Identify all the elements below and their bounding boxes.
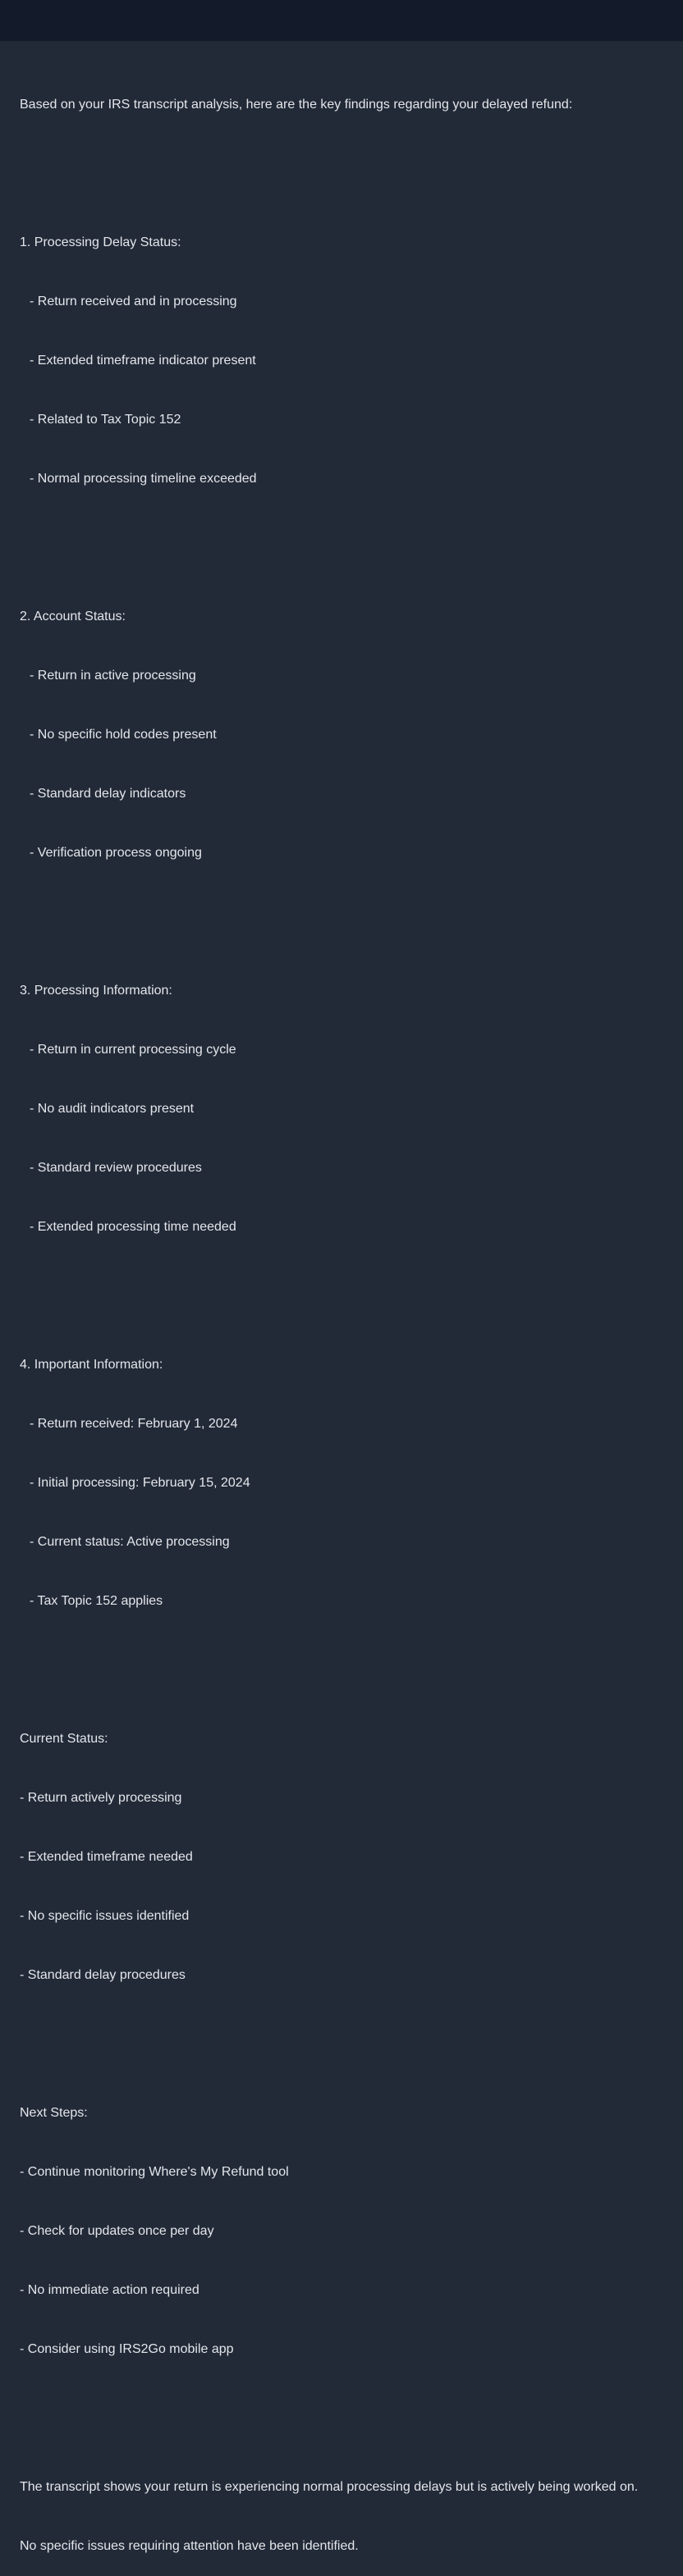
- spacer: [20, 154, 668, 174]
- spacer: [20, 1651, 668, 1670]
- list-item: - Extended timeframe indicator present: [30, 354, 256, 368]
- list-item: - Consider using IRS2Go mobile app: [20, 2342, 234, 2356]
- conclusion-line-1: The transcript shows your return is experiencing normal processing delays but is actively being worked on.: [20, 2480, 639, 2494]
- list-item: - Current status: Active processing: [30, 1535, 230, 1549]
- list-item: - Initial processing: February 15, 2024: [30, 1476, 250, 1490]
- next-steps-heading: Next Steps:: [20, 2106, 88, 2120]
- assistant-message: [20, 56, 668, 2576]
- list-item: - Return in active processing: [30, 669, 196, 683]
- list-item: - Related to Tax Topic 152: [30, 413, 181, 427]
- list-item: - No specific issues identified: [20, 1909, 190, 1923]
- list-item: - Verification process ongoing: [30, 846, 202, 860]
- spacer: [20, 1277, 668, 1296]
- list-item: - Standard review procedures: [30, 1161, 202, 1175]
- spacer: [20, 528, 668, 548]
- list-item: - Return actively processing: [20, 1791, 182, 1805]
- current-status-heading: Current Status:: [20, 1732, 108, 1746]
- top-bar: [0, 0, 683, 41]
- spacer: [20, 2025, 668, 2044]
- list-item: - No audit indicators present: [30, 1102, 195, 1116]
- spacer: [20, 2399, 668, 2418]
- list-item: - No specific hold codes present: [30, 728, 217, 742]
- list-item: - Normal processing timeline exceeded: [30, 472, 257, 486]
- conclusion-line-2: No specific issues requiring attention have been identified.: [20, 2539, 359, 2553]
- list-item: - Check for updates once per day: [20, 2224, 214, 2238]
- list-item: - Extended timeframe needed: [20, 1850, 193, 1864]
- list-item: - Tax Topic 152 applies: [30, 1594, 163, 1608]
- list-item: - Continue monitoring Where's My Refund tool: [20, 2165, 289, 2179]
- intro-text: Based on your IRS transcript analysis, here are the key findings regarding your delayed refund:: [20, 98, 573, 112]
- section-heading: 4. Important Information:: [20, 1358, 163, 1372]
- list-item: - Return in current processing cycle: [30, 1043, 236, 1057]
- spacer: [20, 902, 668, 922]
- list-item: - Standard delay procedures: [20, 1968, 186, 1982]
- list-item: - Return received and in processing: [30, 295, 237, 308]
- list-item: - No immediate action required: [20, 2283, 199, 2297]
- list-item: - Return received: February 1, 2024: [30, 1417, 238, 1431]
- list-item: - Standard delay indicators: [30, 787, 186, 801]
- section-heading: 3. Processing Information:: [20, 984, 172, 998]
- section-heading: 1. Processing Delay Status:: [20, 235, 181, 249]
- section-heading: 2. Account Status:: [20, 610, 126, 623]
- list-item: - Extended processing time needed: [30, 1220, 236, 1234]
